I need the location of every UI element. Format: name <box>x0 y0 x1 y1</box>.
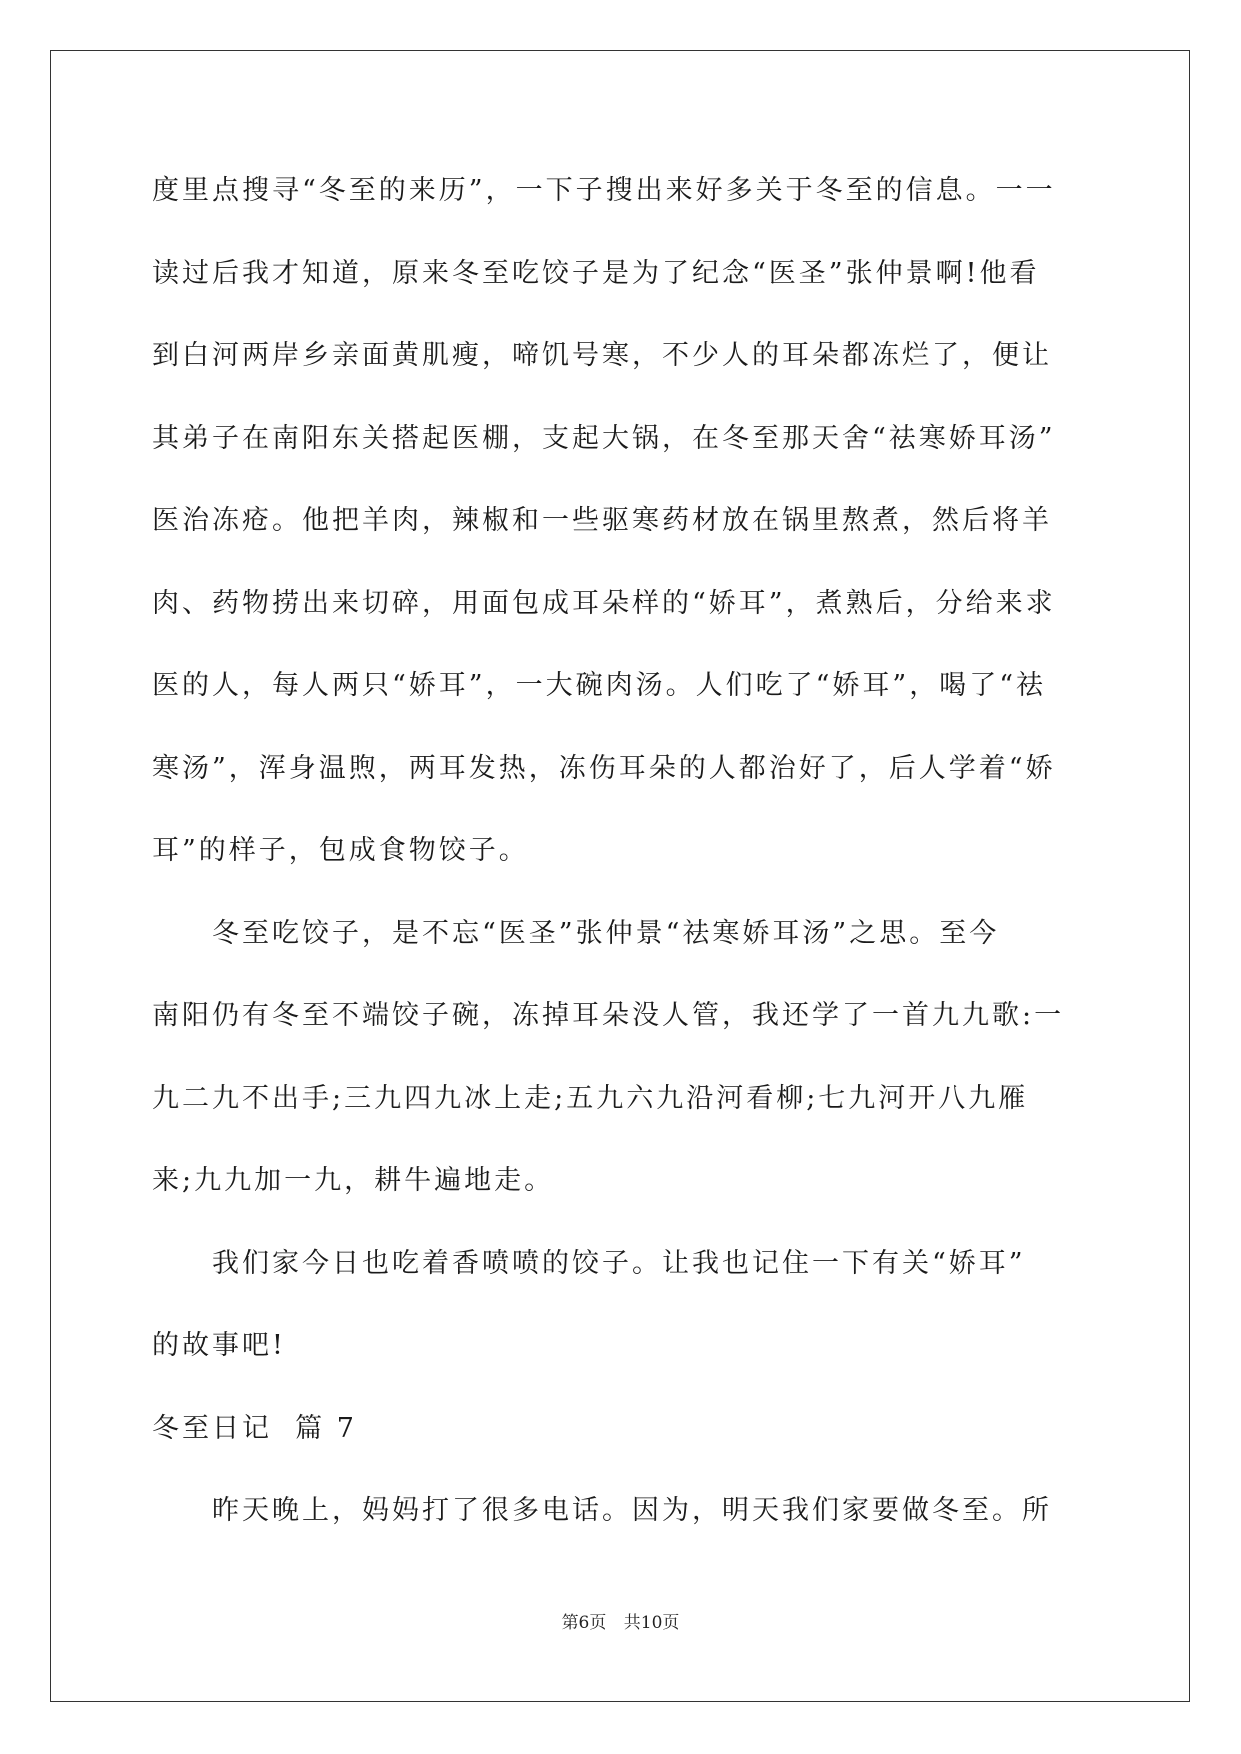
document-body <box>152 150 1092 1553</box>
text-line: 耳”的样子，包成食物饺子。 <box>152 835 529 866</box>
section-heading <box>152 1388 1092 1471</box>
text-line: 其弟子在南阳东关搭起医棚，支起大锅，在冬至那天舍“祛寒娇耳汤” <box>152 422 1056 454</box>
paragraph <box>152 1223 1092 1388</box>
text-line: 读过后我才知道，原来冬至吃饺子是为了纪念“医圣”张仲景啊!他看 <box>152 257 1040 289</box>
text-line: 九二九不出手;三九四九冰上走;五九六九沿河看柳;七九河开八九雁 <box>152 1082 1029 1114</box>
text-line: 来;九九加一九，耕牛遍地走。 <box>152 1165 555 1196</box>
text-line: 到白河两岸乡亲面黄肌瘦，啼饥号寒，不少人的耳朵都冻烂了，便让 <box>152 340 1052 371</box>
text-line: 医的人，每人两只“娇耳”，一大碗肉汤。人们吃了“娇耳”，喝了“祛 <box>152 670 1047 701</box>
paragraph <box>152 893 1092 1223</box>
page-footer <box>0 1608 1241 1633</box>
text-line: 的故事吧! <box>152 1330 286 1361</box>
text-line: 南阳仍有冬至不端饺子碗，冻掉耳朵没人管，我还学了一首九九歌:一 <box>152 1000 1065 1031</box>
text-line: 昨天晚上，妈妈打了很多电话。因为，明天我们家要做冬至。所 <box>212 1495 1052 1526</box>
page-total: 共10页 <box>623 1613 680 1633</box>
paragraph <box>152 1470 1092 1553</box>
text-line: 寒汤”，浑身温煦，两耳发热，冻伤耳朵的人都治好了，后人学着“娇 <box>152 752 1056 784</box>
heading-text: 冬至日记 篇 7 <box>152 1412 357 1444</box>
text-line: 冬至吃饺子，是不忘“医圣”张仲景“祛寒娇耳汤”之思。至今 <box>212 917 1000 949</box>
text-line: 我们家今日也吃着香喷喷的饺子。让我也记住一下有关“娇耳” <box>212 1247 1026 1279</box>
paragraph <box>152 150 1092 893</box>
text-line: 度里点搜寻“冬至的来历”，一下子搜出来好多关于冬至的信息。一一 <box>152 175 1056 206</box>
text-line: 肉、药物捞出来切碎，用面包成耳朵样的“娇耳”，煮熟后，分给来求 <box>152 587 1056 619</box>
text-line: 医治冻疮。他把羊肉，辣椒和一些驱寒药材放在锅里熬煮，然后将羊 <box>152 505 1052 536</box>
page-number: 第6页 <box>561 1613 607 1633</box>
